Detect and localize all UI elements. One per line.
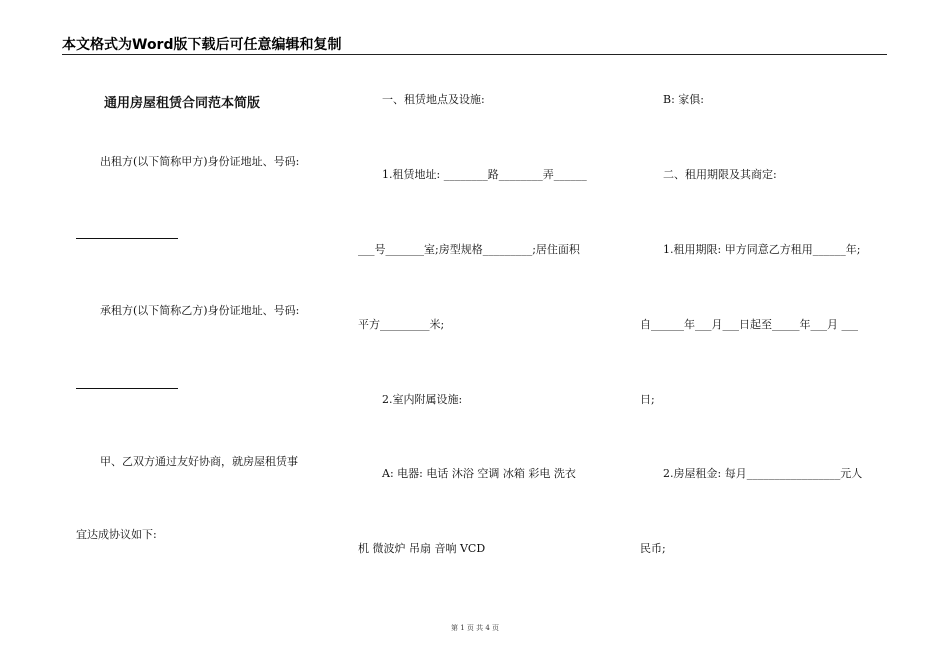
facilities-heading: 2.室内附属设施: bbox=[382, 393, 463, 406]
appliances-line-1: A: 电器: 电话 沐浴 空调 冰箱 彩电 洗衣 bbox=[382, 467, 576, 480]
lessor-id-line: 出租方(以下简称甲方)身份证地址、号码: bbox=[100, 155, 300, 168]
room-size-line: ___号_______室;房型规格_________;居住面积 bbox=[358, 243, 580, 256]
term-dates-line: 自______年___月___日起至_____年___月 ___ bbox=[640, 318, 858, 331]
area-line: 平方_________米; bbox=[358, 318, 445, 331]
rent-line: 2.房屋租金: 每月_________________元人 bbox=[663, 467, 863, 480]
furniture-line: B: 家俱: bbox=[663, 93, 704, 106]
agreement-line-2: 宜达成协议如下: bbox=[76, 528, 157, 541]
term-line: 1.租用期限: 甲方同意乙方租用______年; bbox=[663, 243, 861, 256]
section2-heading: 二、租用期限及其商定: bbox=[663, 168, 777, 181]
term-end-line: 日; bbox=[640, 393, 655, 406]
appliances-line-2: 机 微波炉 吊扇 音响 VCD bbox=[358, 542, 486, 555]
lessor-fill-line bbox=[76, 238, 178, 239]
document-title: 通用房屋租赁合同范本简版 bbox=[104, 96, 261, 111]
page-number: 第 1 页 共 4 页 bbox=[450, 624, 500, 632]
agreement-line-1: 甲、乙双方通过友好协商，就房屋租赁事 bbox=[100, 455, 298, 468]
header-title: 本文格式为Word版下载后可任意编辑和复制 bbox=[62, 37, 342, 53]
lessee-fill-line bbox=[76, 388, 178, 389]
address-line: 1.租赁地址: ________路________弄______ bbox=[382, 168, 587, 181]
section1-heading: 一、租赁地点及设施: bbox=[382, 93, 485, 106]
lessee-id-line: 承租方(以下简称乙方)身份证地址、号码: bbox=[100, 304, 300, 317]
page-header bbox=[62, 32, 887, 55]
currency-line: 民币; bbox=[640, 542, 666, 555]
